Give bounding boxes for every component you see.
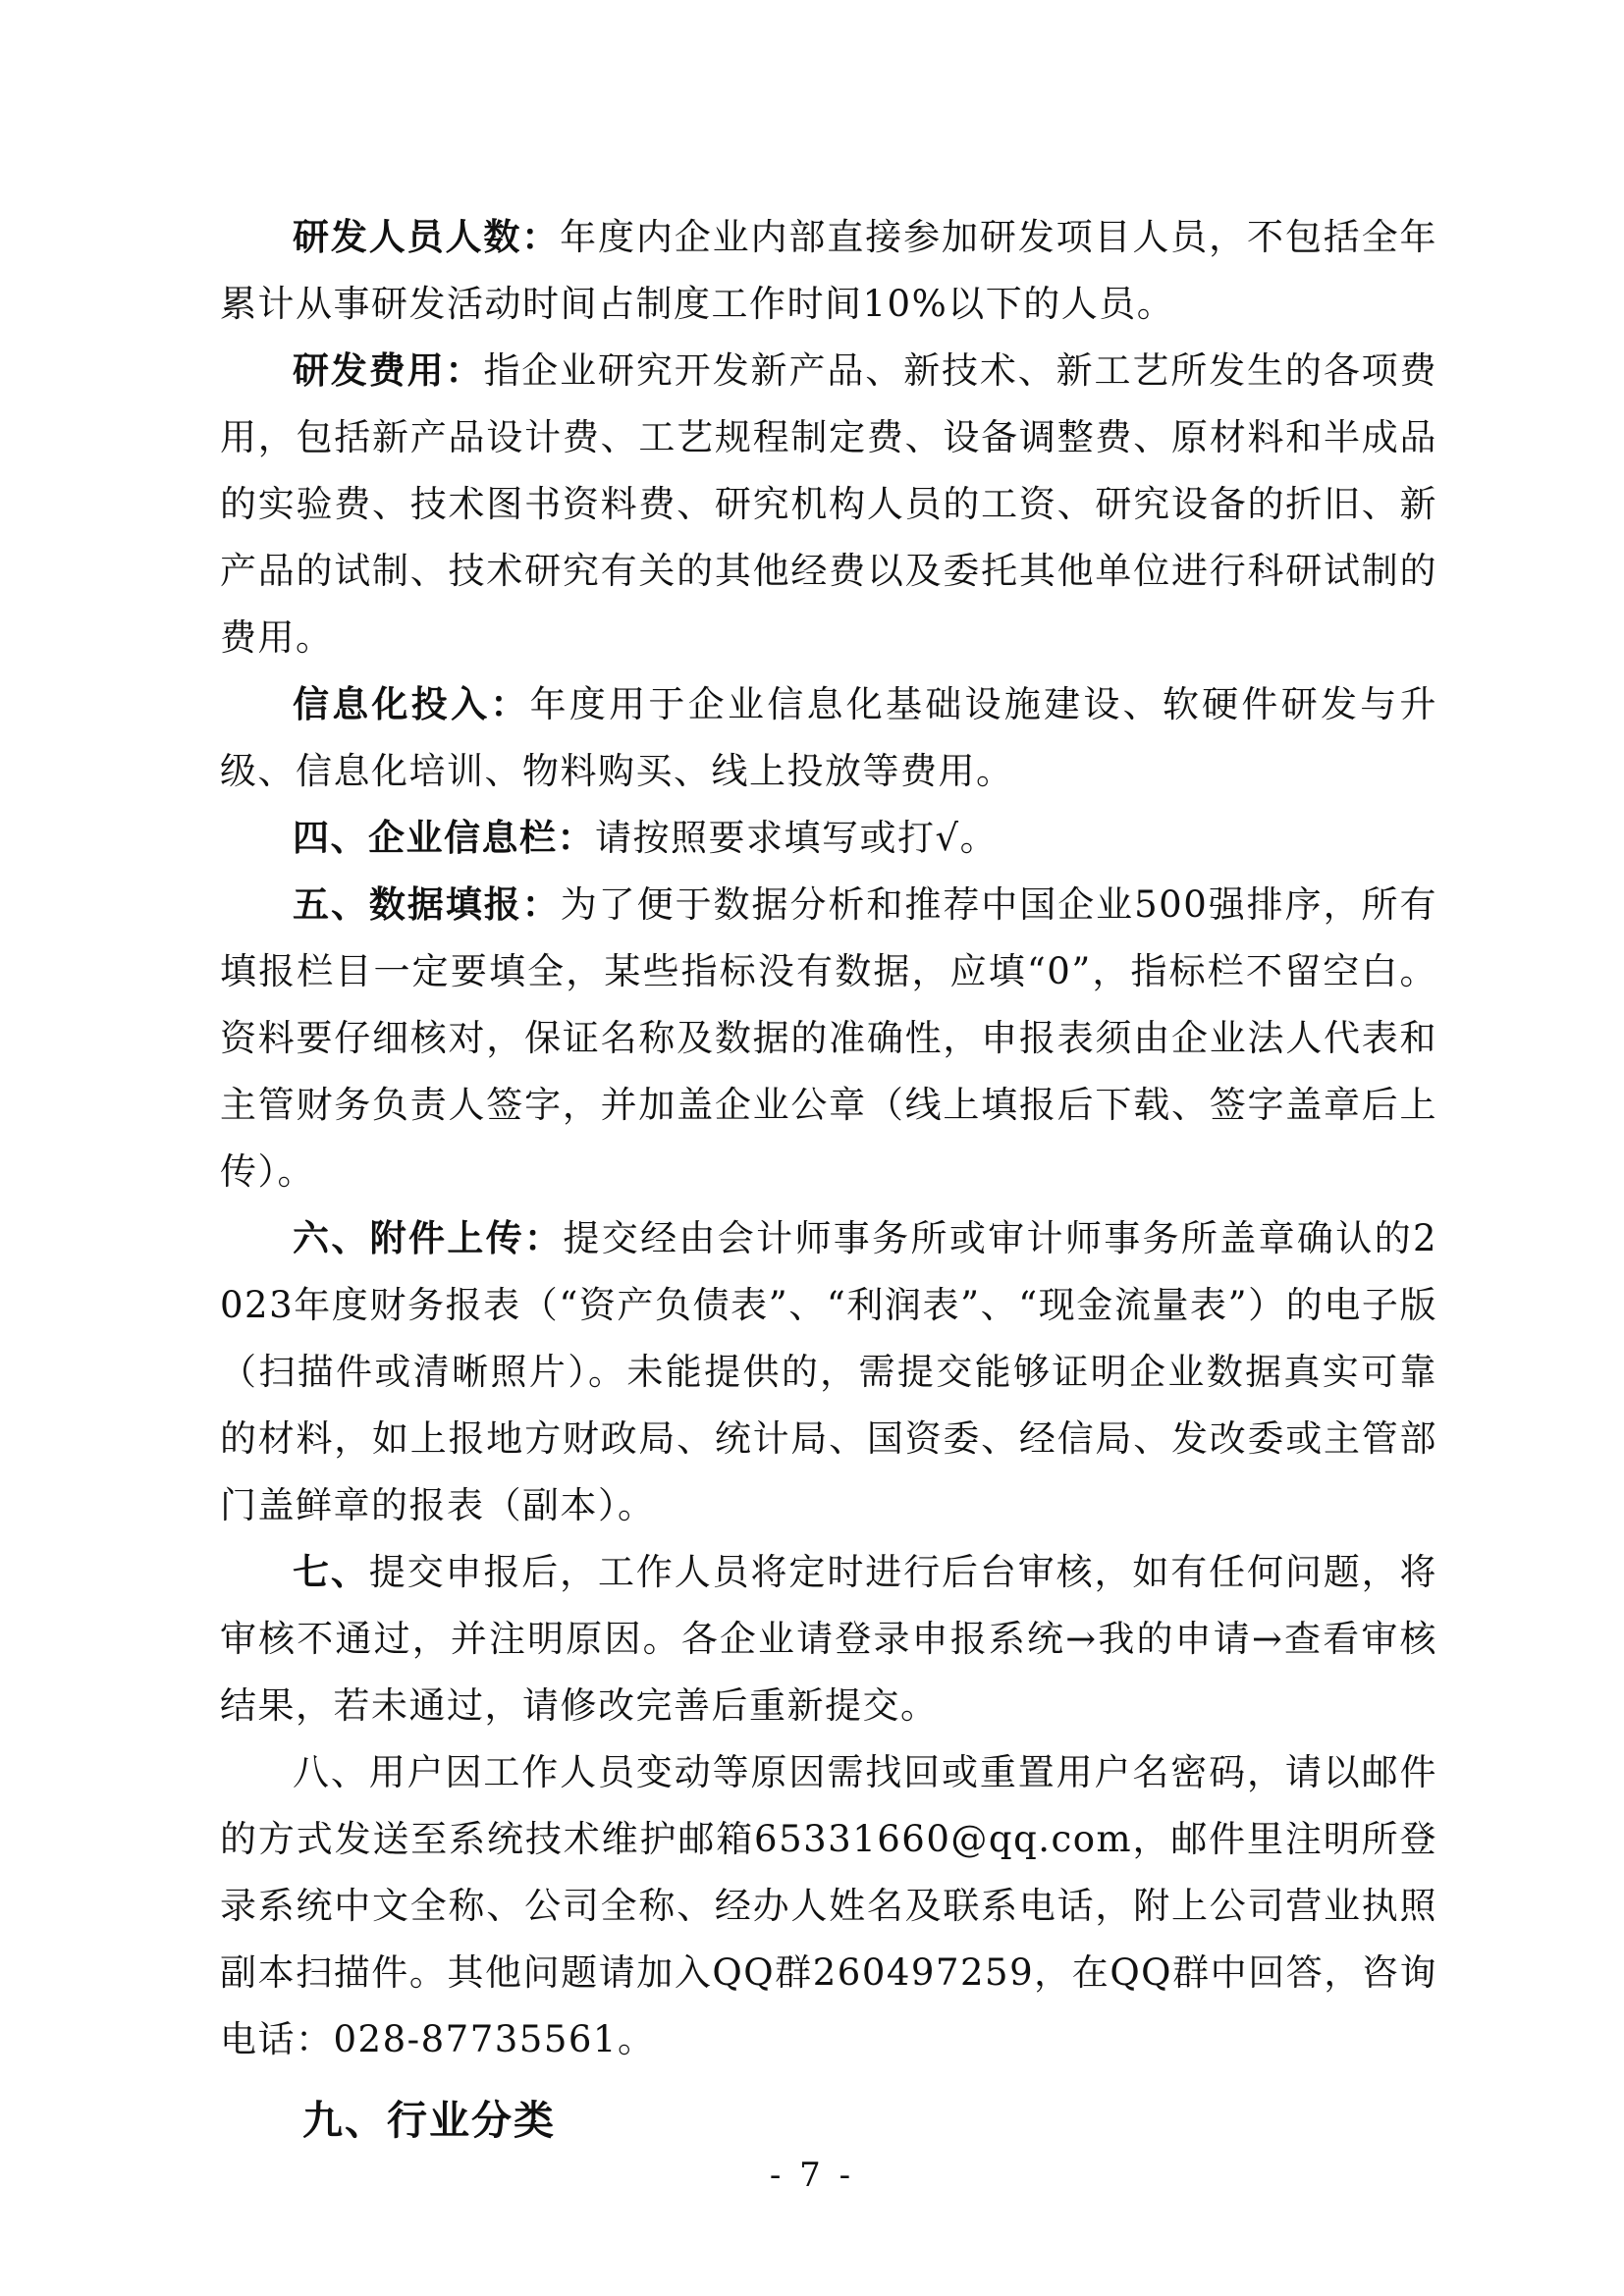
paragraph-text: 为了便于数据分析和推荐中国企业500强排序，所有填报栏目一定要填全，某些指标没有数据，应填“0”，指标栏不留空白。资料要仔细核对，保证名称及数据的准确性，申报表须由企业法人代表和主管财务负责人签字，并加盖企业公章（线上填报后下载、签字盖章后上传）。 <box>220 883 1437 1193</box>
paragraph-lead: 六、附件上传： <box>293 1217 564 1259</box>
paragraph-lead: 四、企业信息栏： <box>293 817 595 859</box>
paragraph-text: 年度内企业内部直接参加研发项目人员，不包括全年累计从事研发活动时间占制度工作时间10%以下的人员。 <box>220 216 1437 325</box>
paragraph-lead: 七、 <box>293 1551 369 1593</box>
paragraph-text: 请按照要求填写或打√。 <box>595 817 999 859</box>
page-number: - 7 - <box>769 2156 855 2195</box>
paragraph-lead: 八、 <box>293 1751 369 1793</box>
paragraph-text: 用户因工作人员变动等原因需找回或重置用户名密码，请以邮件的方式发送至系统技术维护邮箱65331660@qq.com，邮件里注明所登录系统中文全称、公司全称、经办人姓名及联系电话，附上公司营业执照副本扫描件。其他问题请加入QQ群260497259，在QQ群中回答，咨询电话：028-87735561。 <box>220 1751 1438 2060</box>
paragraph-account-recovery <box>220 1739 1437 2073</box>
paragraph-data-filing <box>220 872 1437 1205</box>
paragraph-review <box>220 1539 1437 1739</box>
paragraph-enterprise-info <box>220 805 1437 872</box>
paragraph-it-investment <box>220 671 1437 805</box>
paragraph-text: 指企业研究开发新产品、新技术、新工艺所发生的各项费用，包括新产品设计费、工艺规程制定费、设备调整费、原材料和半成品的实验费、技术图书资料费、研究机构人员的工资、研究设备的折旧、新产品的试制、技术研究有关的其他经费以及委托其他单位进行科研试制的费用。 <box>220 349 1438 659</box>
document-body <box>220 204 1437 2160</box>
paragraph-text: 提交经由会计师事务所或审计师事务所盖章确认的2023年度财务报表（“资产负债表”、“利润表”、“现金流量表”）的电子版（扫描件或清晰照片）。未能提供的，需提交能够证明企业数据真实可靠的材料，如上报地方财政局、统计局、国资委、经信局、发改委或主管部门盖鲜章的报表（副本）。 <box>220 1217 1437 1526</box>
paragraph-attachment-upload <box>220 1205 1437 1539</box>
paragraph-text: 提交申报后，工作人员将定时进行后台审核，如有任何问题，将审核不通过，并注明原因。各企业请登录申报系统→我的申请→查看审核结果，若未通过，请修改完善后重新提交。 <box>220 1551 1438 1727</box>
section-heading-industry-classification: 九、行业分类 <box>302 2097 556 2144</box>
paragraph-rd-staff <box>220 204 1437 338</box>
paragraph-text: 年度用于企业信息化基础设施建设、软硬件研发与升级、信息化培训、物料购买、线上投放等费用。 <box>220 683 1438 792</box>
paragraph-lead: 五、数据填报： <box>293 883 561 926</box>
paragraph-lead: 研发费用： <box>293 349 484 392</box>
paragraph-rd-expense <box>220 338 1437 671</box>
paragraph-lead: 研发人员人数： <box>293 216 561 258</box>
paragraph-lead: 信息化投入： <box>293 683 530 725</box>
